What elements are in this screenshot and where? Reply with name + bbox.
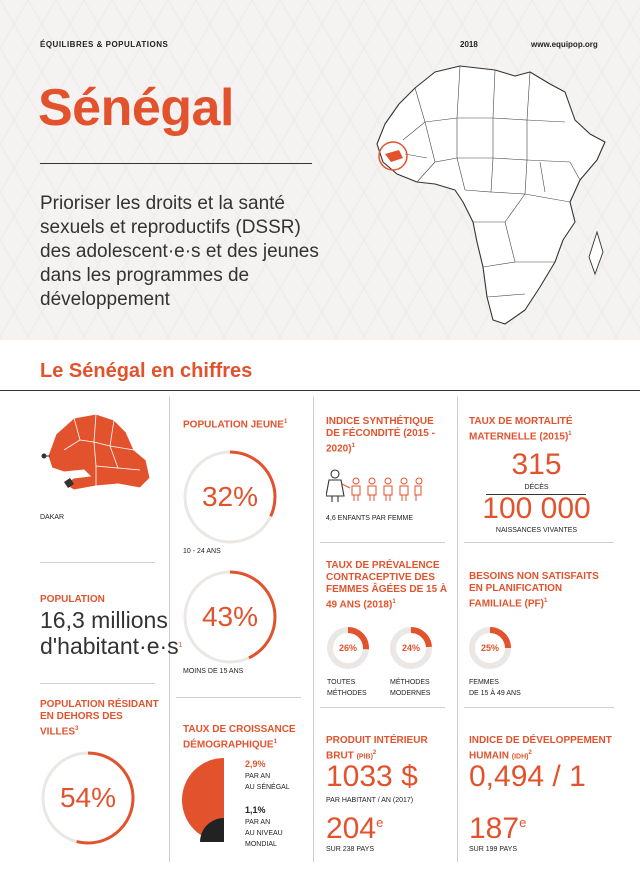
fertility-caption: 4,6 ENFANTS PAR FEMME [326,515,413,522]
all-methods-percent: 26% [338,643,357,653]
world-growth-caption3: MONDIAL [245,841,277,848]
gdp-caption: PAR HABITANT / AN (2017) [326,797,414,804]
gdp-rank-caption: SUR 238 PAYS [326,846,374,853]
rural-population-label: POPULATION RÉSIDANT EN DEHORS DES VILLES$^3$ [40,699,159,738]
fertility-people-icon [326,468,426,504]
row-divider [320,542,445,543]
africa-map [365,62,610,332]
contraceptive-prevalence-label: TAUX DE PRÉVALENCE CONTRACEPTIVE DES FEMMES ÂGÉES DE 15 À 49 ANS $(2018)^1$ [326,560,448,611]
website-link[interactable]: www.equipop.org [531,40,598,49]
unmet-need-label: BESOINS NON SATISFAITS EN PLANIFICATION FAMILIALE (PF)$^1$ [469,571,599,610]
maternal-mortality-label: TAUX DE MORTALITÉ MATERNELLE $(2015)^1$ [469,416,573,443]
publisher-name: ÉQUILIBRES & POPULATIONS [40,40,169,49]
column-divider [313,397,314,862]
under15-caption: MOINS DE 15 ANS [183,668,244,675]
row-divider [464,542,614,543]
title-divider [40,163,312,164]
youth-caption: 10 - 24 ANS [183,548,221,555]
growth-rate-label: TAUX DE CROISSANCE DÉMOGRAPHIQUE$^1$ [183,724,296,751]
growth-half-circle-chart [182,758,224,842]
young-population-label: POPULATION JEUNE$^1$ [183,419,288,431]
live-births-caption: NAISSANCES VIVANTES [495,527,578,534]
unmet-need-percent: 25% [480,643,499,653]
column-divider [169,397,170,862]
dakar-label: DAKAR [40,514,65,521]
all-methods-caption1: TOUTES [327,679,356,686]
section-title: Le Sénégal en chiffres [40,360,253,382]
population-label: POPULATION [40,594,105,605]
row-divider [464,707,614,708]
hdi-rank: 187e [469,812,527,845]
senegal-growth-caption2: AU SÉNÉGAL [245,784,290,791]
page-title: Sénégal [38,79,234,137]
maternal-deaths-caption: DÉCÈS [524,484,549,491]
senegal-growth-value: 2,9% [245,759,266,769]
hdi-value: 0,494 / 1 [469,760,586,793]
population-value-line2: $d'habitant\cdot e\cdot s^1$ [40,633,183,659]
hdi-rank-caption: SUR 199 PAYS [469,846,517,853]
row-divider [320,707,445,708]
gdp-value: 1033 $ [326,760,418,793]
world-growth-caption1: PAR AN [245,819,271,826]
all-methods-caption2: MÉTHODES [327,690,367,697]
header-band [0,0,640,340]
modern-methods-caption1: MÉTHODES [390,679,430,686]
gdp-rank: 204e [326,812,384,845]
maternal-deaths-value: 315 [511,448,562,481]
unmet-need-caption2: DE 15 À 49 ANS [469,690,521,697]
modern-methods-caption2: MODERNES [390,690,431,697]
gdp-label: PRODUIT INTÉRIEUR BRUT (PIB)$^2$ [326,735,428,762]
youth-percent: 32% [201,481,259,512]
row-divider [40,562,155,563]
row-divider [176,697,301,698]
column-divider [457,397,458,862]
world-growth-value: 1,1% [245,805,266,815]
population-value-line1: 16,3 millions [40,607,168,633]
section-divider [0,390,640,391]
senegal-map [34,410,154,502]
under15-percent: 43% [201,601,259,632]
page-subtitle: Prioriser les droits et la santé sexuels et reproductifs (DSSR) des adolescent·e·s et des jeunes dans les programmes de développement [40,193,319,310]
hdi-label: INDICE DE DÉVELOPPEMENT HUMAIN (IDH)$^2$ [469,735,612,762]
rural-percent: 54% [59,782,117,813]
row-divider [40,683,155,684]
unmet-need-caption1: FEMMES [469,679,499,686]
world-growth-caption2: AU NIVEAU [245,830,283,837]
modern-methods-percent: 24% [401,643,420,653]
publication-year: 2018 [460,40,478,49]
fertility-index-label: INDICE SYNTHÉTIQUE DE FÉCONDITÉ (2015 - 2020)$^1$ [326,416,435,455]
senegal-growth-caption1: PAR AN [245,773,271,780]
live-births-value: 100 000 [482,492,591,525]
